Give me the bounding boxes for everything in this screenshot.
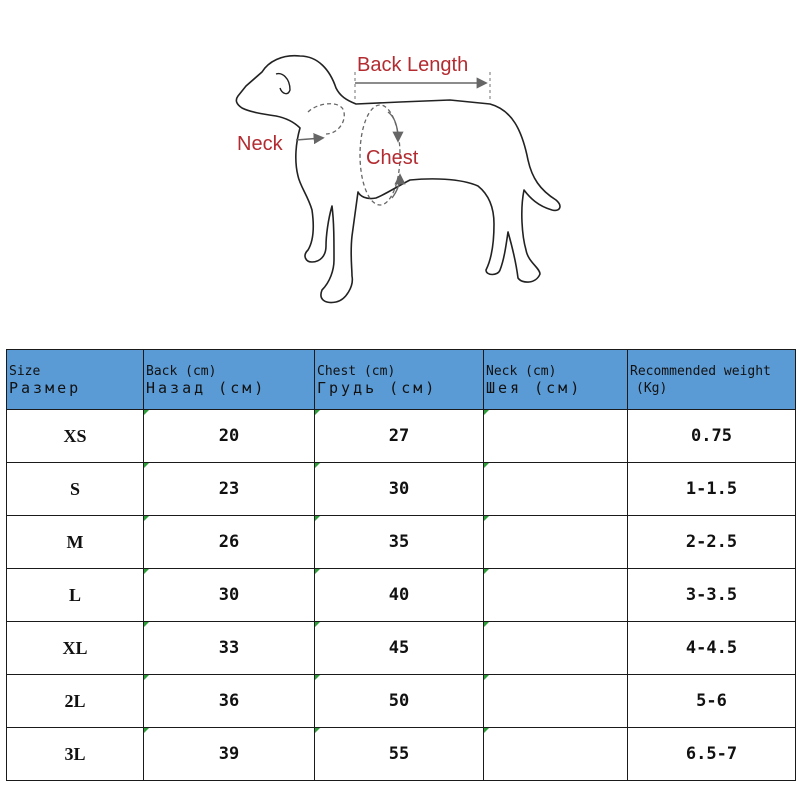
cell-value: 35: [388, 532, 410, 552]
cell-corner-marker: [484, 569, 489, 574]
cell-neck: [484, 622, 628, 675]
cell-corner-marker: [484, 622, 489, 627]
cell-corner-marker: [484, 410, 489, 415]
cell-neck: [484, 463, 628, 516]
cell-weight: [628, 569, 796, 622]
cell-size: [7, 410, 144, 463]
cell-neck: [484, 569, 628, 622]
header-back-en: Back (cm): [146, 363, 217, 379]
cell-chest: [315, 516, 484, 569]
cell-corner-marker: [315, 463, 320, 468]
header-weight-en: Recommended weight: [630, 363, 771, 379]
cell-corner-marker: [484, 463, 489, 468]
chest-label: Chest: [366, 147, 419, 169]
cell-back: [144, 516, 315, 569]
cell-value: 23: [218, 479, 240, 499]
cell-back: [144, 463, 315, 516]
cell-value: 40: [388, 585, 410, 605]
cell-corner-marker: [315, 622, 320, 627]
cell-corner-marker: [315, 410, 320, 415]
cell-value: 27: [388, 426, 410, 446]
cell-chest: [315, 728, 484, 781]
header-size-ru: Размер: [9, 378, 82, 397]
cell-size: [7, 569, 144, 622]
cell-corner-marker: [144, 675, 149, 680]
cell-size: [7, 675, 144, 728]
table-row: [7, 622, 796, 675]
header-back-ru: Назад (см): [146, 378, 267, 397]
cell-weight: [628, 728, 796, 781]
cell-size: [7, 728, 144, 781]
cell-neck: [484, 728, 628, 781]
cell-chest: [315, 410, 484, 463]
cell-corner-marker: [315, 569, 320, 574]
table-header-row: [7, 350, 796, 410]
table-body: [7, 410, 796, 781]
neck-label: Neck: [237, 133, 283, 155]
cell-corner-marker: [144, 516, 149, 521]
cell-weight: [628, 622, 796, 675]
table-row: [7, 410, 796, 463]
cell-value: 55: [388, 744, 410, 764]
table-row: [7, 675, 796, 728]
cell-corner-marker: [484, 516, 489, 521]
cell-corner-marker: [484, 675, 489, 680]
table-row: [7, 463, 796, 516]
back-length-label: Back Length: [357, 54, 469, 76]
cell-back: [144, 410, 315, 463]
cell-value: XS: [63, 425, 87, 446]
cell-value: 30: [218, 585, 240, 605]
cell-value: 39: [218, 744, 240, 764]
cell-weight: [628, 675, 796, 728]
cell-corner-marker: [315, 516, 320, 521]
cell-value: 1-1.5: [685, 479, 738, 499]
header-chest-en: Chest (cm): [317, 363, 396, 379]
cell-value: 4-4.5: [685, 638, 738, 658]
cell-size: [7, 516, 144, 569]
cell-value: XL: [62, 637, 88, 658]
header-chest-ru: Грудь (см): [317, 378, 438, 397]
cell-back: [144, 728, 315, 781]
cell-corner-marker: [315, 728, 320, 733]
cell-weight: [628, 463, 796, 516]
cell-corner-marker: [144, 569, 149, 574]
cell-value: L: [68, 584, 81, 605]
cell-corner-marker: [144, 622, 149, 627]
cell-value: 2L: [64, 690, 86, 711]
cell-value: 20: [218, 426, 240, 446]
cell-back: [144, 675, 315, 728]
header-back: [144, 350, 315, 410]
cell-value: 0.75: [691, 426, 732, 446]
header-weight: [628, 350, 796, 410]
cell-corner-marker: [144, 728, 149, 733]
cell-neck: [484, 516, 628, 569]
cell-neck: [484, 675, 628, 728]
cell-value: S: [69, 478, 80, 499]
size-chart-table: [6, 349, 796, 781]
cell-corner-marker: [144, 410, 149, 415]
cell-back: [144, 569, 315, 622]
cell-value: 33: [218, 638, 240, 658]
cell-corner-marker: [144, 463, 149, 468]
header-weight-unit: (Kg): [636, 380, 668, 396]
cell-chest: [315, 622, 484, 675]
cell-value: 5-6: [696, 691, 727, 711]
table-row: [7, 516, 796, 569]
cell-value: M: [66, 531, 84, 552]
cell-chest: [315, 463, 484, 516]
cell-value: 45: [388, 638, 410, 658]
header-neck-ru: Шея (см): [486, 378, 583, 397]
cell-weight: [628, 516, 796, 569]
cell-size: [7, 463, 144, 516]
cell-value: 3L: [64, 743, 86, 764]
cell-neck: [484, 410, 628, 463]
header-size: [7, 350, 144, 410]
header-size-en: Size: [9, 363, 41, 379]
cell-corner-marker: [315, 675, 320, 680]
cell-value: 26: [218, 532, 240, 552]
table-row: [7, 728, 796, 781]
cell-value: 50: [388, 691, 410, 711]
cell-corner-marker: [484, 728, 489, 733]
header-neck: [484, 350, 628, 410]
cell-weight: [628, 410, 796, 463]
cell-value: 30: [388, 479, 410, 499]
table-row: [7, 569, 796, 622]
cell-back: [144, 622, 315, 675]
cell-value: 6.5-7: [685, 744, 738, 764]
cell-value: 3-3.5: [685, 585, 738, 605]
header-chest: [315, 350, 484, 410]
cell-size: [7, 622, 144, 675]
cell-chest: [315, 675, 484, 728]
dog-measurement-diagram: [0, 0, 800, 330]
header-neck-en: Neck (cm): [486, 363, 557, 379]
cell-chest: [315, 569, 484, 622]
cell-value: 2-2.5: [685, 532, 738, 552]
cell-value: 36: [218, 691, 240, 711]
